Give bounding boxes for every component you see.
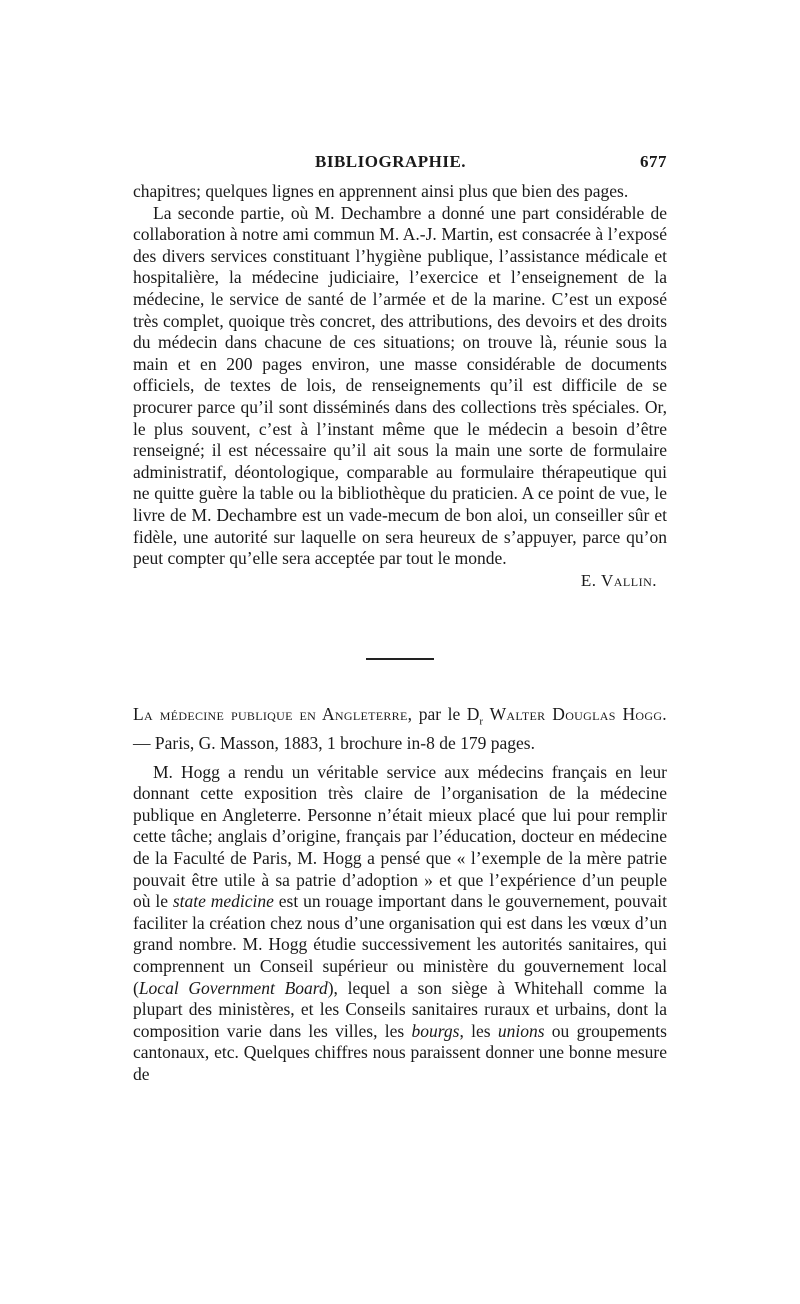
italic-local-government-board: Local Government Board [138,977,328,998]
body-text-5: ou groupements cantonaux, etc. Quelques chiffres nous paraissent donner une bonne mesure de [133,1020,667,1084]
publication-details: — Paris, G. Masson, 1883, 1 brochure in-8 de 179 pages. [133,733,535,754]
page-number: 677 [640,152,667,171]
italic-bourgs: bourgs [411,1020,460,1041]
review-body [133,762,667,1086]
bibliographic-heading [133,704,667,755]
book-author: Walter Douglas Hogg. [483,704,667,724]
running-title: BIBLIOGRAPHIE. [315,152,467,171]
italic-unions: unions [497,1020,545,1041]
heading-by: par le D [412,704,480,724]
body-text-1: M. Hogg a rendu un véritable service aux médecins français en leur donnant cette exposition très claire de l’organisation de la médecine publique en Angleterre. Personne n’était mieux placé que lui pour remplir cette tâche; anglais d’origine, français par l’éducation, docteur en médecine de la Faculté de Paris, M. Hogg a pensé que « l’exemple de la mère patrie pouvait être utile à sa patrie d’adoption » et que l’expérience d’un peuple où le [133,761,667,912]
signature: E. Vallin. [580,570,657,590]
italic-state-medicine: state medicine [172,891,274,912]
running-header [133,152,667,176]
doctor-abbrev: r [479,715,484,728]
paragraph-second-part: La seconde partie, où M. Dechambre a donné une part considérable de collaboration à notre ami commun M. A.-J. Martin, est consacrée à l’exposé des divers services constituant l’hygiène publique, l’assistance médicale et hospitalière, la médecine judiciaire, l’exercice et l’enseignement de la médecine, le service de santé de l’armée et de la marine. C’est un exposé très complet, quoique très concret, des attributions, des devoirs et des droits du médecin dans chacune de ces situations; on trouve là, réunie sous la main et en 200 pages environ, une masse considérable de documents officiels, de textes de lois, de renseignements qu’il est difficile de se procurer parce qu’il sont disséminés dans des collections très spéciales. Or, le plus souvent, c’est à l’instant même que le médecin a besoin d’être renseigné; il est nécessaire qu’il ait sous la main une sorte de formulaire administratif, déontologique, comparable au formulaire thérapeutique qui ne quitte guère la table ou la bibliothèque du praticien. A ce point de vue, le livre de M. Dechambre est un vade-mecum de bon aloi, un conseiller sûr et fidèle, une autorité sur laquelle on sera heureux de s’appuyer, parce qu’on peut compter qu’elle sera acceptée par tout le monde. [133,202,667,569]
section-divider [366,658,434,660]
book-title: La médecine publique en Angleterre, [133,704,413,724]
review-continuation [133,181,667,591]
body-text-3: ), lequel a son siège à Whitehall comme la plupart des ministères, et les Conseils sanitaires ruraux et urbains, dont la composition varie dans les villes, les [133,977,667,1041]
paragraph-continued: chapitres; quelques lignes en apprennent ainsi plus que bien des pages. [133,181,629,201]
body-text-2: est un rouage important dans le gouvernement, pouvait faciliter la création chez nous d’une organisation qui est dans les vœux d’un grand nombre. M. Hogg étudie successivement les autorités sanitaires, qui comprennent un Conseil supérieur ou ministère du gouvernement local ( [133,891,668,998]
body-text-4: , les [459,1020,498,1041]
review-hogg [133,704,667,1086]
